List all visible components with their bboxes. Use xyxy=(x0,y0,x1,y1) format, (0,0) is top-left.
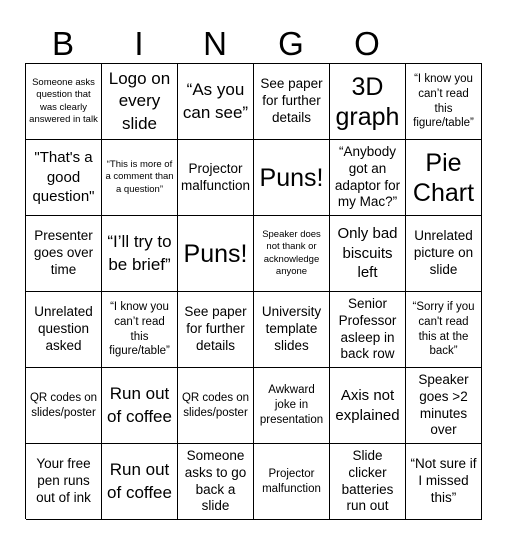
bingo-cell[interactable]: “Sorry if you can't read this at the back” xyxy=(406,292,482,368)
bingo-cell[interactable]: Awkward joke in presentation xyxy=(254,368,330,444)
bingo-cell[interactable]: Run out of coffee xyxy=(102,444,178,520)
bingo-cell[interactable]: Speaker does not thank or acknowledge anyone xyxy=(254,216,330,292)
header-letter-n: N xyxy=(203,24,227,62)
bingo-cell[interactable]: Only bad biscuits left xyxy=(330,216,406,292)
bingo-cell[interactable]: Presenter goes over time xyxy=(26,216,102,292)
bingo-cell[interactable]: Your free pen runs out of ink xyxy=(26,444,102,520)
bingo-cell[interactable]: “I know you can’t read this figure/table” xyxy=(406,64,482,140)
bingo-cell[interactable]: See paper for further details xyxy=(178,292,254,368)
bingo-cell[interactable]: QR codes on slides/poster xyxy=(178,368,254,444)
bingo-cell[interactable]: “I know you can’t read this figure/table” xyxy=(102,292,178,368)
header-letter-o: O xyxy=(354,24,380,62)
bingo-cell[interactable]: Someone asks to go back a slide xyxy=(178,444,254,520)
bingo-board xyxy=(25,63,482,519)
bingo-cell[interactable]: Speaker goes >2 minutes over xyxy=(406,368,482,444)
bingo-cell[interactable]: “I’ll try to be brief” xyxy=(102,216,178,292)
bingo-cell[interactable]: Axis not explained xyxy=(330,368,406,444)
bingo-cell[interactable]: Puns! xyxy=(254,140,330,216)
bingo-header xyxy=(25,22,481,64)
header-letter-blank xyxy=(405,22,481,64)
bingo-cell[interactable]: Someone asks question that was clearly answered in talk xyxy=(26,64,102,140)
bingo-cell[interactable]: Unrelated question asked xyxy=(26,292,102,368)
bingo-cell[interactable]: Senior Professor asleep in back row xyxy=(330,292,406,368)
bingo-cell[interactable]: Slide clicker batteries run out xyxy=(330,444,406,520)
header-letter-g: G xyxy=(278,24,304,62)
header-letter-i: I xyxy=(134,24,144,62)
bingo-cell[interactable]: Pie Chart xyxy=(406,140,482,216)
bingo-cell[interactable]: “This is more of a comment than a question” xyxy=(102,140,178,216)
bingo-cell[interactable]: QR codes on slides/poster xyxy=(26,368,102,444)
bingo-cell[interactable]: Logo on every slide xyxy=(102,64,178,140)
bingo-cell[interactable]: Projector malfunction xyxy=(178,140,254,216)
bingo-cell[interactable]: University template slides xyxy=(254,292,330,368)
bingo-cell[interactable]: Unrelated picture on slide xyxy=(406,216,482,292)
bingo-cell[interactable]: Puns! xyxy=(178,216,254,292)
bingo-cell[interactable]: “Not sure if I missed this” xyxy=(406,444,482,520)
header-letter-b: B xyxy=(51,24,74,62)
bingo-cell[interactable]: See paper for further details xyxy=(254,64,330,140)
bingo-cell[interactable]: Run out of coffee xyxy=(102,368,178,444)
bingo-cell[interactable]: Projector malfunction xyxy=(254,444,330,520)
bingo-cell[interactable]: "That's a good question" xyxy=(26,140,102,216)
bingo-cell[interactable]: “Anybody got an adaptor for my Mac?” xyxy=(330,140,406,216)
bingo-cell[interactable]: “As you can see” xyxy=(178,64,254,140)
bingo-cell[interactable]: 3D graph xyxy=(330,64,406,140)
